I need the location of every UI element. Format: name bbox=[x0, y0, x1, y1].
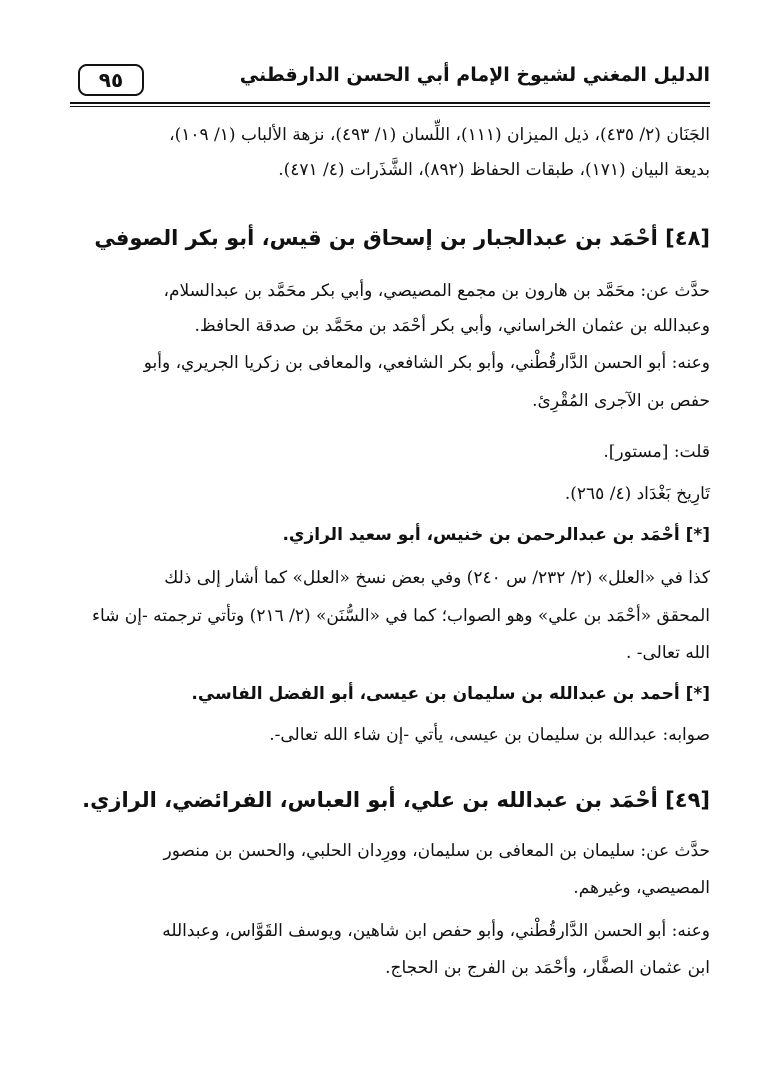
note-entry-1-text-2: المحقق «أحْمَد بن علي» وهو الصواب؛ كما في «السُّنَن» (٢/ ٢١٦) وتأتي ترجمته -إن شاء bbox=[91, 606, 710, 626]
entry-49-teachers-1: حدَّث عن: سليمان بن المعافى بن سليمان، وورِدان الحلبي، والحسن بن منصور bbox=[163, 841, 710, 861]
sources-line-1: الجَنَان (٢/ ٤٣٥)، ذيل الميزان (١١١)، اللِّسان (١/ ٤٩٣)، نزهة الألباب (١/ ١٠٩)، bbox=[169, 125, 710, 145]
header-rule bbox=[70, 102, 710, 104]
sources-line-2: بديعة البيان (١٧١)، طبقات الحفاظ (٨٩٢)، الشَّذَرات (٤/ ٤٧١). bbox=[278, 160, 710, 180]
note-entry-1-text-3: الله تعالى- . bbox=[625, 643, 710, 663]
page-number: ٩٥ bbox=[78, 64, 144, 96]
note-entry-1-heading: [*] أحْمَد بن عبدالرحمن بن خنيس، أبو سعيد الرازي. bbox=[282, 525, 710, 545]
page-header bbox=[70, 58, 710, 98]
entry-48-teachers-1: حدَّث عن: محَمَّد بن هارون بن مجمع المصيصي، وأبي بكر محَمَّد بن عبدالسلام، bbox=[163, 281, 710, 301]
header-rule-thin bbox=[70, 106, 710, 107]
entry-48-teachers-2: وعبدالله بن عثمان الخراساني، وأبي بكر أحْمَد بن محَمَّد بن صدقة الحافظ. bbox=[194, 316, 710, 336]
entry-49-teachers-2: المصيصي، وغيرهم. bbox=[573, 878, 710, 898]
entry-48-heading: [٤٨] أحْمَد بن عبدالجبار بن إسحاق بن قيس، أبو بكر الصوفي bbox=[94, 226, 710, 250]
entry-48-verdict: قلت: [مستور]. bbox=[603, 442, 710, 462]
note-entry-1-text-1: كذا في «العلل» (٢/ ٢٣٢/ س ٢٤٠) وفي بعض نسخ «العلل» كما أشار إلى ذلك bbox=[164, 568, 710, 588]
running-title: الدليل المغني لشيوخ الإمام أبي الحسن الدارقطني bbox=[239, 64, 710, 86]
entry-48-students-2: حفص بن الآجرى المُقْرِئ. bbox=[532, 391, 710, 411]
entry-49-heading: [٤٩] أحْمَد بن عبدالله بن علي، أبو العباس، الفرائضي، الرازي. bbox=[82, 788, 710, 812]
note-entry-2-text: صوابه: عبدالله بن سليمان بن عيسى، يأتي -إن شاء الله تعالى-. bbox=[269, 725, 710, 745]
entry-48-students-1: وعنه: أبو الحسن الدَّارقُطْني، وأبو بكر الشافعي، والمعافى بن زكريا الجريري، وأبو bbox=[143, 353, 710, 373]
note-entry-2-heading: [*] أحمد بن عبدالله بن سليمان بن عيسى، أبو الفضل الفاسي. bbox=[191, 684, 710, 704]
entry-49-students-2: ابن عثمان الصفَّار، وأحْمَد بن الفرج بن الحجاج. bbox=[385, 958, 710, 978]
entry-49-students-1: وعنه: أبو الحسن الدَّارقُطْني، وأبو حفص ابن شاهين، ويوسف القَوَّاس، وعبدالله bbox=[162, 921, 710, 941]
entry-48-source: تَارِيخ بَغْدَاد (٤/ ٢٦٥). bbox=[564, 484, 710, 504]
